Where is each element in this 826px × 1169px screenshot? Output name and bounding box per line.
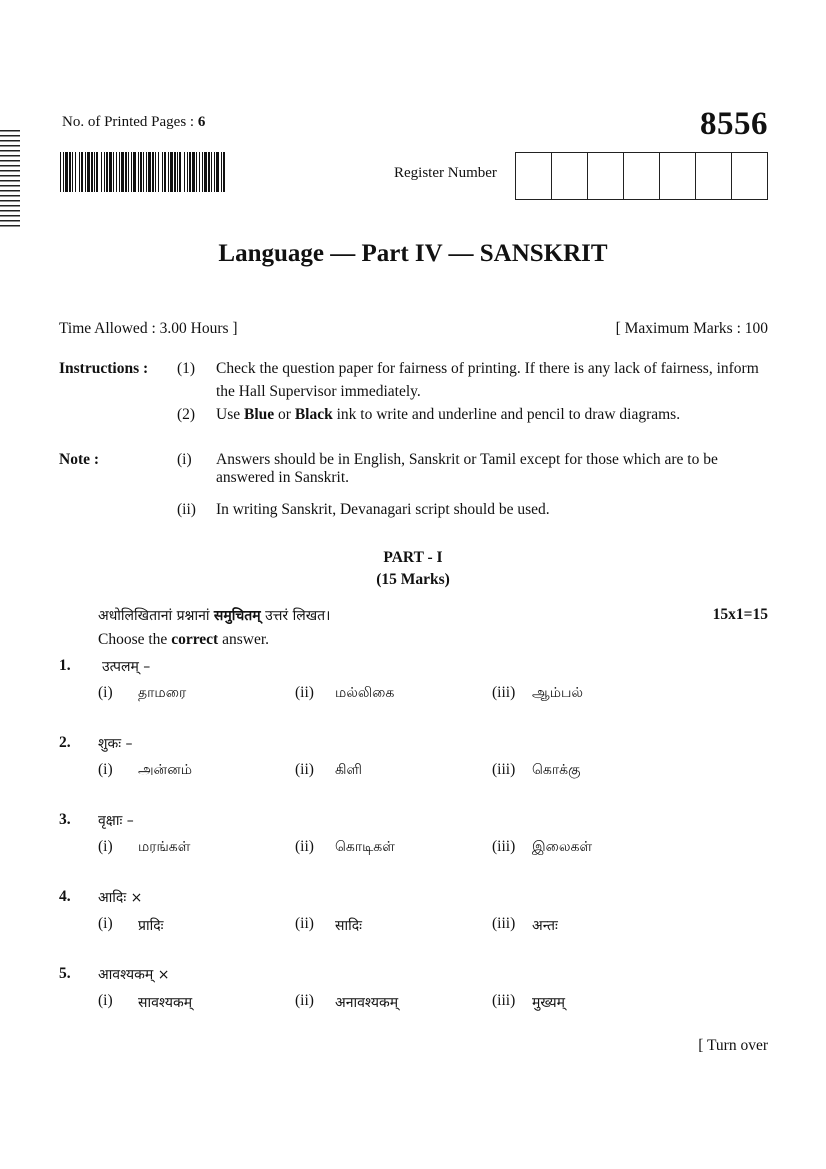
option-number: (i)	[98, 761, 113, 778]
side-registration-marks	[0, 130, 20, 228]
register-number-box[interactable]	[732, 153, 767, 199]
question-number: 5.	[59, 965, 71, 982]
register-number-box[interactable]	[624, 153, 660, 199]
register-number-box[interactable]	[588, 153, 624, 199]
question-text: आवश्यकम् ×	[98, 967, 170, 983]
printed-pages-label: No. of Printed Pages :	[62, 114, 195, 130]
register-number-box[interactable]	[516, 153, 552, 199]
register-number-label: Register Number	[394, 165, 497, 181]
question-text: आदिः ×	[98, 890, 143, 906]
option-number: (iii)	[492, 838, 516, 855]
option-text: மல்லிகை	[335, 685, 395, 701]
option-number: (i)	[98, 684, 113, 701]
option-text: கொடிகள்	[335, 839, 395, 855]
question-number: 3.	[59, 811, 71, 828]
barcode	[60, 152, 226, 192]
option-text: अन्तः	[532, 918, 558, 934]
option-number: (i)	[98, 992, 113, 1009]
note-number: (ii)	[177, 501, 196, 518]
turn-over: [ Turn over	[698, 1037, 768, 1054]
instruction-text: Use Blue or Black ink to write and underline and pencil to draw diagrams.	[216, 406, 681, 423]
option-number: (iii)	[492, 761, 516, 778]
printed-pages-value: 6	[197, 114, 206, 130]
option-text: கொக்கு	[532, 762, 581, 778]
question-text: उत्पलम् –	[102, 659, 151, 675]
question-number: 2.	[59, 734, 71, 751]
instruction-text: Check the question paper for fairness of printing. If there is any lack of fairness, inform the Hall Supervisor immediately.	[216, 360, 759, 400]
option-text: अनावश्यकम्	[335, 995, 399, 1011]
option-text: ஆம்பல்	[532, 685, 584, 701]
option-text: प्रादिः	[138, 918, 164, 934]
time-allowed: Time Allowed : 3.00 Hours ]	[59, 320, 238, 337]
marks-scheme: 15x1=15	[712, 606, 768, 623]
option-number: (iii)	[492, 684, 516, 701]
option-text: தாமரை	[138, 685, 187, 701]
instruction-number: (1)	[177, 360, 196, 377]
part-heading: PART - I	[383, 549, 443, 566]
exam-title: Language — Part IV — SANSKRIT	[218, 240, 608, 267]
option-number: (iii)	[492, 992, 516, 1009]
option-text: सावश्यकम्	[138, 995, 193, 1011]
option-number: (ii)	[295, 684, 314, 701]
register-number-box[interactable]	[552, 153, 588, 199]
option-number: (ii)	[295, 992, 314, 1009]
option-text: मुख्यम्	[532, 995, 566, 1011]
option-number: (iii)	[492, 915, 516, 932]
option-text: सादिः	[335, 918, 362, 934]
option-number: (ii)	[295, 915, 314, 932]
instructions-label: Instructions :	[59, 360, 149, 377]
register-number-boxes	[515, 152, 768, 200]
option-text: மரங்கள்	[138, 839, 191, 855]
option-text: கிளி	[335, 762, 362, 778]
question-text: वृक्षाः –	[98, 813, 134, 829]
choose-instruction: Choose the correct answer.	[98, 631, 270, 648]
option-number: (ii)	[295, 838, 314, 855]
option-number: (i)	[98, 838, 113, 855]
paper-code: 8556	[700, 106, 768, 142]
option-text: இலைகள்	[532, 839, 593, 855]
instruction-number: (2)	[177, 406, 196, 423]
register-number-box[interactable]	[660, 153, 696, 199]
question-number: 4.	[59, 888, 71, 905]
register-number-box[interactable]	[696, 153, 732, 199]
printed-pages	[62, 114, 205, 131]
note-number: (i)	[177, 451, 192, 468]
note-label: Note :	[59, 451, 100, 468]
part-marks: (15 Marks)	[376, 571, 450, 588]
question-text: शुकः –	[98, 736, 133, 752]
note-text: Answers should be in English, Sanskrit or Tamil except for those which are to be answered in Sanskrit.	[216, 451, 718, 486]
option-text: அன்னம்	[138, 762, 192, 778]
maximum-marks: [ Maximum Marks : 100	[615, 320, 768, 337]
note-text: In writing Sanskrit, Devanagari script should be used.	[216, 501, 550, 518]
question-number: 1.	[59, 657, 71, 674]
option-number: (i)	[98, 915, 113, 932]
option-number: (ii)	[295, 761, 314, 778]
sanskrit-directive: अधोलिखितानां प्रश्नानां समुचितम् उत्तरं लिखत।	[98, 608, 331, 624]
